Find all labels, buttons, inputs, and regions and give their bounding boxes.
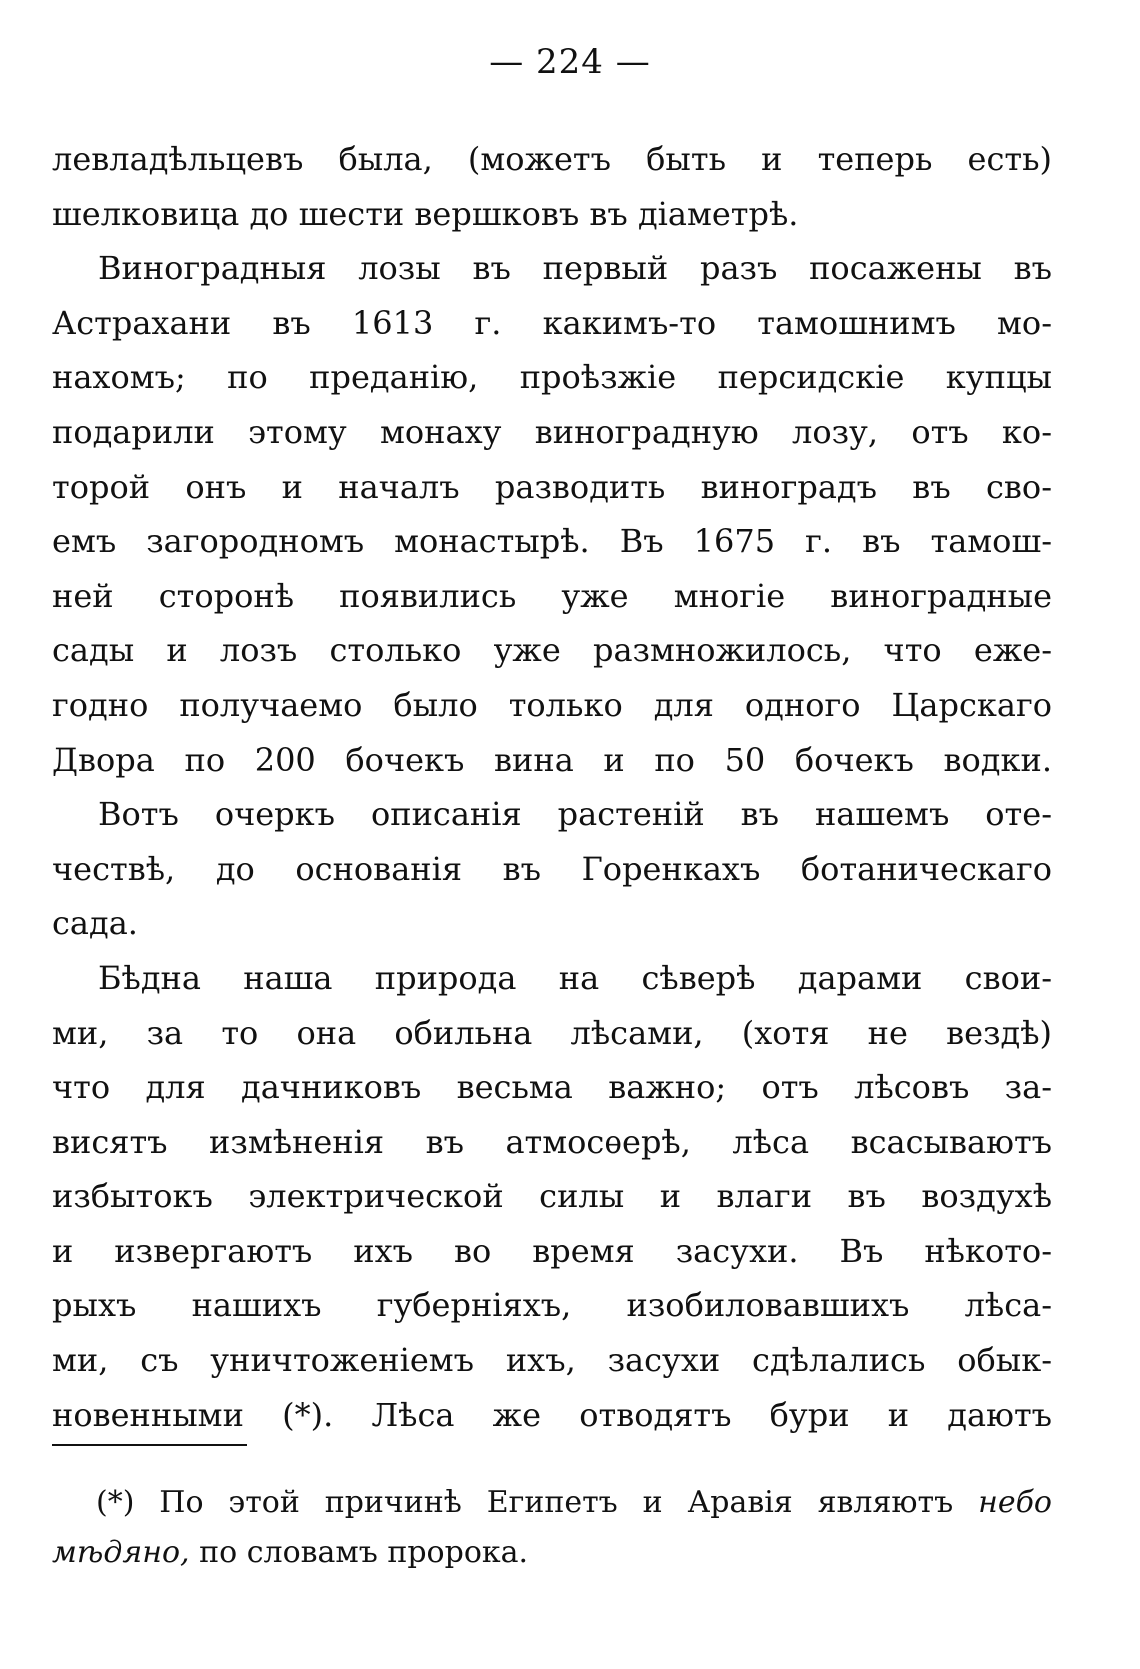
footnote-text: по словамъ пророка. <box>189 1535 529 1570</box>
text-line: ми, съ уничтоженіемъ ихъ, засухи сдѣлались обык- <box>52 1341 1052 1380</box>
text-line: левладѣльцевъ была, (можетъ быть и теперь есть) <box>52 140 1052 178</box>
text-line: Виноградныя лозы въ первый разъ посажены въ <box>98 249 1052 288</box>
footnote-italic-text: небо <box>978 1485 1052 1520</box>
text-line: чествѣ, до основанія въ Горенкахъ ботаническаго <box>52 849 1052 888</box>
footnote-italic-text: мѣдяно, <box>52 1535 190 1570</box>
text-line: ми, за то она обильна лѣсами, (хотя не вездѣ) <box>52 1013 1052 1052</box>
text-line: шелковица до шести вершковъ въ діаметрѣ. <box>52 194 799 233</box>
footnote-line <box>52 1478 1052 1528</box>
text-line: годно получаемо было только для одного Царскаго <box>52 685 1052 724</box>
text-line: и извергаютъ ихъ во время засухи. Въ нѣкото- <box>52 1231 1052 1270</box>
text-line: избытокъ электрической силы и влаги въ воздухѣ <box>52 1177 1052 1216</box>
text-line: Вотъ очеркъ описанія растеній въ нашемъ оте- <box>98 795 1052 834</box>
text-line: сады и лозъ столько уже размножилось, что еже- <box>52 631 1052 670</box>
footnote-divider <box>52 1444 247 1446</box>
text-line: подарили этому монаху виноградную лозу, отъ ко- <box>52 412 1052 451</box>
text-line: ней сторонѣ появились уже многіе виноградные <box>52 576 1052 615</box>
footnote <box>52 1478 1052 1578</box>
text-line: рыхъ нашихъ губерніяхъ, изобиловавшихъ лѣса- <box>52 1286 1052 1325</box>
text-line: емъ загородномъ монастырѣ. Въ 1675 г. въ тамош- <box>52 522 1052 561</box>
page-number: — 224 — <box>489 42 651 82</box>
text-line: торой онъ и началъ разводить виноградъ въ сво- <box>52 467 1052 506</box>
text-line: висятъ измѣненія въ атмосѳерѣ, лѣса всасываютъ <box>52 1122 1052 1161</box>
footnote-text: (*) По этой причинѣ Египетъ и Аравія являютъ <box>96 1485 979 1520</box>
text-line: что для дачниковъ весьма важно; отъ лѣсовъ за- <box>52 1068 1052 1107</box>
text-line: Астрахани въ 1613 г. какимъ-то тамошнимъ мо- <box>52 303 1052 342</box>
text-line: Бѣдна наша природа на сѣверѣ дарами свои- <box>98 958 1052 997</box>
text-line: сада. <box>52 904 138 943</box>
footnote-line <box>52 1528 1052 1578</box>
text-line: нахомъ; по преданію, проѣзжіе персидскіе купцы <box>52 358 1052 397</box>
text-line: Двора по 200 бочекъ вина и по 50 бочекъ водки. <box>52 740 1052 779</box>
body-text <box>52 132 1052 1442</box>
text-line: новенными (*). Лѣса же отводятъ бури и даютъ <box>52 1395 1052 1434</box>
